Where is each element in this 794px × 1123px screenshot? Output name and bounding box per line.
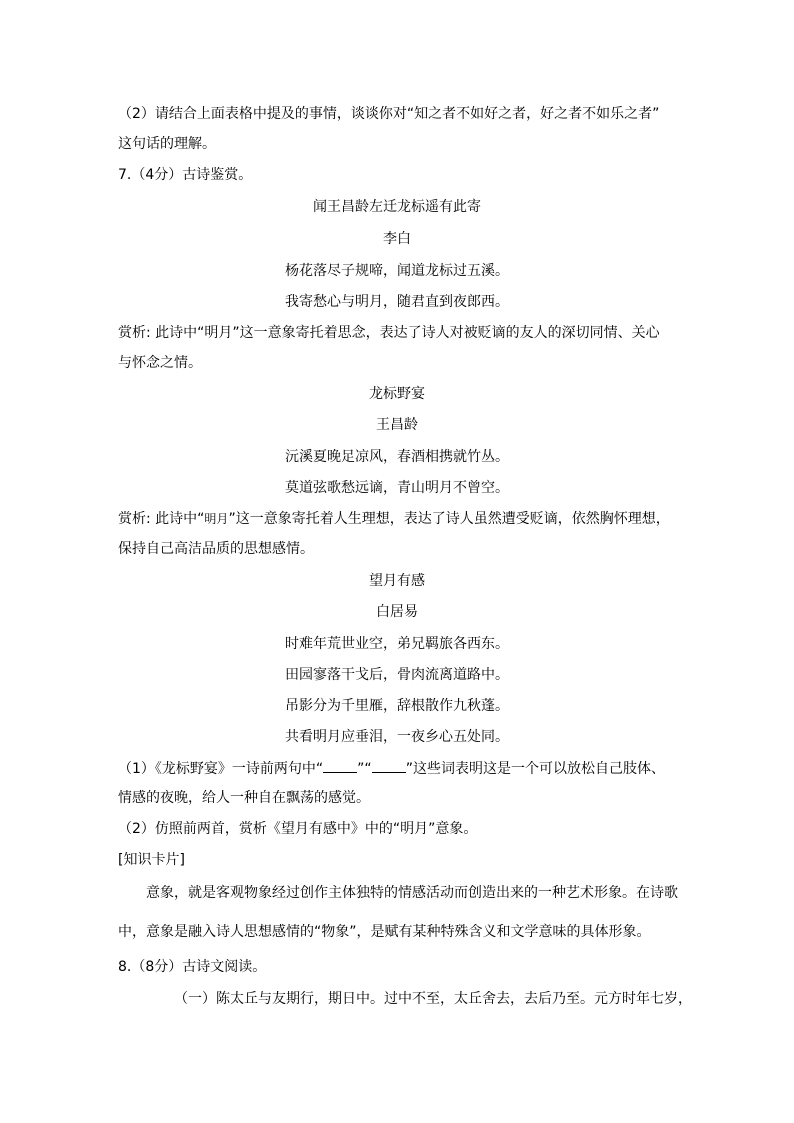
analysis2-suffix: ”这一意象寄托着人生理想，表达了诗人虽然遭受贬谪，依然胸怀理想， — [228, 511, 670, 527]
poem1-line-2: 我寄愁心与明月，随君直到夜郎西。 — [285, 294, 509, 310]
sub1-line1 — [118, 759, 665, 778]
sub1-line2: 情感的夜晚，给人一种自在飘荡的感觉。 — [118, 790, 370, 806]
sub1-part-c: ”这些词表明这是一个可以放松自己肢体、 — [405, 761, 665, 777]
q7-header: 7.（4分）古诗鉴赏。 — [118, 167, 253, 183]
poem2-line-2: 莫道弦歌愁远谪，青山明月不曾空。 — [285, 480, 509, 496]
sub1-part-a: （1）《龙标野宴》一诗前两句中“ — [118, 761, 324, 777]
poem3-title: 望月有感 — [369, 573, 425, 589]
q8-header: 8.（8分）古诗文阅读。 — [118, 959, 267, 975]
poem2-title: 龙标野宴 — [369, 386, 425, 402]
q6-part2-line1: （2）请结合上面表格中提及的事情，谈谈你对“知之者不如好之者，好之者不如乐之者” — [118, 106, 660, 122]
sub2-question: （2）仿照前两首，赏析《望月有感中》中的“明月”意象。 — [118, 821, 478, 837]
analysis2-prefix: 赏析: 此诗中“ — [118, 511, 205, 527]
analysis2-keyword: 明月 — [204, 512, 229, 526]
knowledge-card-line1: 意象，就是客观物象经过创作主体独特的情感活动而创造出来的一种艺术形象。在诗歌 — [146, 885, 678, 901]
analysis1-line1: 赏析: 此诗中“明月”这一意象寄托着思念，表达了诗人对被贬谪的友人的深切同情、关心 — [118, 325, 660, 341]
sub1-part-b: ”“ — [357, 761, 372, 777]
answer-blank-2[interactable] — [372, 759, 406, 773]
poem1-line-1: 杨花落尽子规啼，闻道龙标过五溪。 — [285, 263, 509, 279]
poem1-author: 李白 — [383, 231, 411, 247]
poem2-line-1: 沅溪夏晚足凉风，春酒相携就竹丛。 — [285, 449, 509, 465]
analysis2-line2: 保持自己高洁品质的思想感情。 — [118, 541, 314, 557]
poem3-line-3: 吊影分为千里雁，辞根散作九秋蓬。 — [285, 698, 509, 714]
analysis2-line1 — [118, 510, 670, 528]
poem3-line-1: 时难年荒世业空，弟兄羁旅各西东。 — [285, 636, 509, 652]
poem3-line-2: 田园寥落干戈后，骨肉流离道路中。 — [285, 667, 509, 683]
answer-blank-1[interactable] — [323, 759, 357, 773]
knowledge-card-label: [知识卡片] — [118, 852, 185, 868]
poem3-author: 白居易 — [376, 604, 418, 620]
poem1-title: 闻王昌龄左迁龙标遥有此寄 — [313, 199, 481, 215]
analysis1-line2: 与怀念之情。 — [118, 355, 202, 371]
q6-part2-line2: 这句话的理解。 — [118, 136, 216, 152]
q8-passage-line1: （一）陈太丘与友期行，期日中。过中不至，太丘舍去，去后乃至。元方时年七岁， — [174, 991, 692, 1007]
knowledge-card-line2: 中，意象是融入诗人思想感情的“物象”，是赋有某种特殊含义和文学意味的具体形象。 — [118, 924, 651, 940]
poem3-line-4: 共看明月应垂泪，一夜乡心五处同。 — [285, 729, 509, 745]
poem2-author: 王昌龄 — [376, 417, 418, 433]
